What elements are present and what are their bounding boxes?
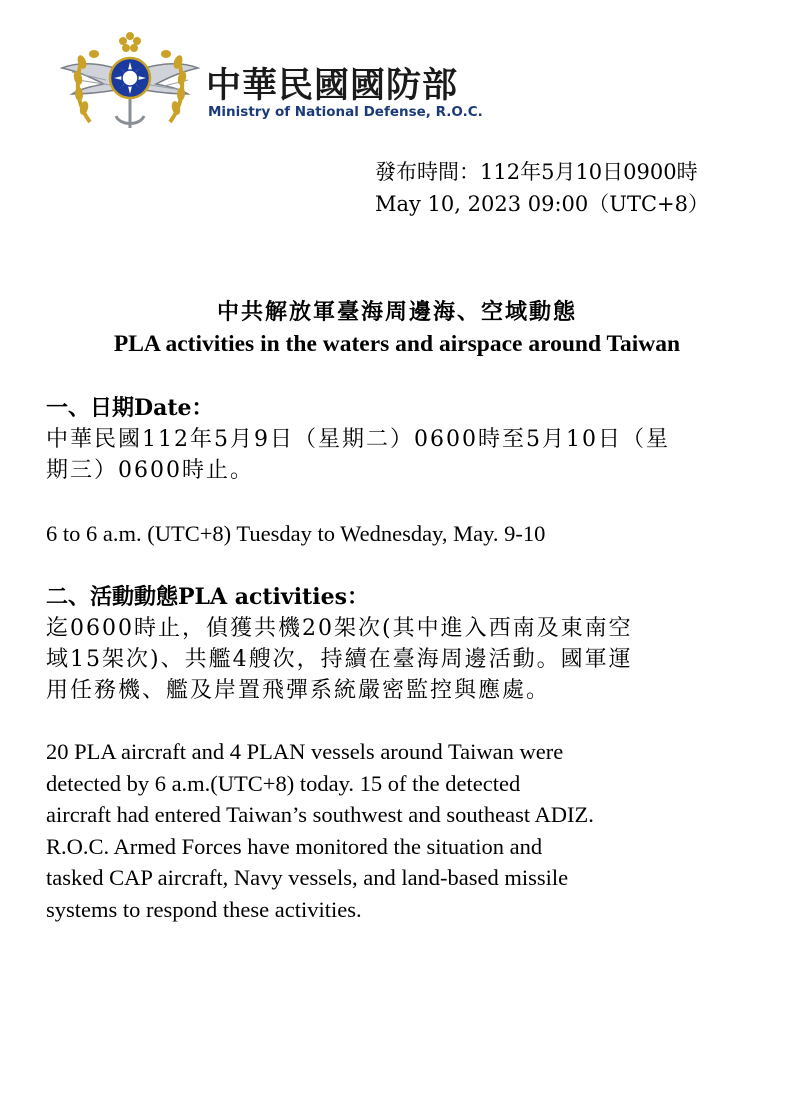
activities-en-line: R.O.C. Armed Forces have monitored the situation and: [46, 833, 543, 859]
org-name-zh: 中華民國國防部: [206, 66, 459, 106]
activities-en-line: tasked CAP aircraft, Navy vessels, and land-based missile: [46, 865, 569, 890]
org-name-en: Ministry of National Defense, R.O.C.: [208, 104, 483, 120]
date-heading: 一、日期Date：: [46, 395, 214, 421]
title-en: PLA activities in the waters and airspace around Taiwan: [113, 331, 681, 357]
activities-heading: 二、活動動態PLA activities：: [46, 584, 369, 610]
date-section: [46, 392, 756, 550]
activities-en-line: 20 PLA aircraft and 4 PLAN vessels around Taiwan were: [46, 739, 564, 764]
release-time: [375, 156, 709, 220]
activities-section: [46, 581, 756, 925]
document-title: [0, 296, 794, 360]
release-time-en: May 10, 2023 09:00（UTC+8）: [375, 192, 710, 216]
letterhead: [60, 28, 520, 140]
date-zh-line: 期三）0600時止。: [46, 458, 254, 483]
activities-en-line: systems to respond these activities.: [46, 896, 362, 922]
date-en: 6 to 6 a.m. (UTC+8) Tuesday to Wednesday, May. 9-10: [46, 521, 546, 546]
activities-en-line: detected by 6 a.m.(UTC+8) today. 15 of the detected: [46, 770, 521, 796]
release-time-zh: 發布時間：112年5月10日0900時: [375, 160, 698, 184]
mnd-emblem-icon: [60, 28, 200, 140]
activities-en-paragraph: [46, 736, 756, 925]
activities-zh-line: 域15架次)、共艦4艘次，持續在臺海周邊活動。國軍運: [46, 647, 633, 672]
title-zh: 中共解放軍臺海周邊海、空域動態: [216, 299, 577, 325]
activities-zh-line: 迄0600時止，偵獲共機20架次(其中進入西南及東南空: [46, 616, 633, 641]
date-zh-line: 中華民國112年5月9日（星期二）0600時至5月10日（星: [46, 427, 670, 452]
activities-zh-line: 用任務機、艦及岸置飛彈系統嚴密監控與應處。: [46, 678, 551, 703]
activities-en-line: aircraft had entered Taiwan’s southwest and southeast ADIZ.: [46, 802, 594, 827]
